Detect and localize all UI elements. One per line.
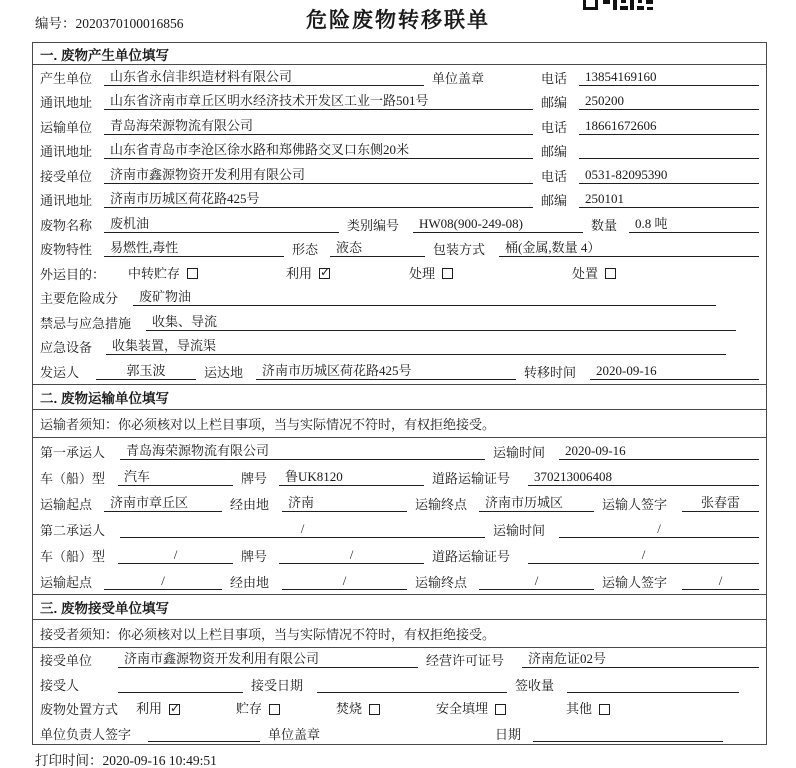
receiver-phone-value: 0531-82095390 — [579, 167, 759, 184]
checkbox-unchecked-icon — [369, 704, 380, 715]
field-label: 废物特性 — [40, 242, 93, 257]
form-row — [33, 672, 766, 697]
field-label: 经由地 — [230, 496, 270, 512]
transport-via-value: 济南 — [282, 495, 407, 512]
checkbox-unchecked-icon — [187, 268, 198, 279]
carrier-signature-2-value: / — [682, 573, 759, 590]
field-label: 包装方式 — [433, 242, 486, 257]
form-row — [33, 359, 766, 384]
field-label: 单位负责人签字 — [40, 726, 132, 742]
transfer-date-value: 2020-09-16 — [590, 363, 759, 380]
field-label: 接受单位 — [40, 168, 93, 184]
field-label: 运输人签字 — [602, 496, 668, 512]
checkbox-checked-icon — [169, 704, 180, 715]
field-label: 主要危险成分 — [40, 291, 119, 306]
field-label: 外运目的： — [40, 266, 106, 282]
form-row — [33, 516, 766, 542]
accept-unit-value: 济南市鑫源物资开发利用有限公司 — [118, 651, 418, 668]
form-row — [33, 310, 766, 335]
waste-form-value: 液态 — [330, 240, 425, 257]
sign-date-value — [533, 726, 723, 742]
form-row — [33, 237, 766, 262]
field-label: 签收量 — [515, 677, 555, 693]
field-label: 牌号 — [241, 548, 268, 564]
field-label: 经由地 — [230, 574, 270, 590]
field-label: 通讯地址 — [40, 193, 93, 208]
checkbox-label: 处理 — [409, 265, 436, 281]
purpose-transit-storage — [128, 267, 278, 282]
disposal-landfill — [436, 702, 558, 717]
checkbox-label: 贮存 — [236, 701, 263, 716]
disposal-incinerate — [336, 702, 428, 717]
form-row — [33, 90, 766, 115]
field-label: 道路运输证号 — [432, 470, 511, 486]
transporter-phone-value: 18661672606 — [579, 118, 759, 135]
checkbox-label: 其他 — [566, 701, 593, 716]
field-label: 运输人签字 — [602, 574, 668, 590]
checkbox-label: 安全填埋 — [436, 701, 489, 716]
carrier-signature-value: 张春雷 — [682, 495, 759, 512]
field-label: 电话 — [541, 119, 568, 135]
form-row — [33, 163, 766, 188]
form-row — [33, 188, 766, 213]
transport-origin-value: 济南市章丘区 — [104, 495, 222, 512]
field-label: 运输时间 — [493, 522, 546, 538]
second-carrier-value: / — [120, 521, 485, 538]
packaging-value: 桶(金属,数量 4） — [499, 240, 759, 257]
field-label: 形态 — [292, 242, 319, 257]
section-3-title: 三. 废物接受单位填写 — [33, 594, 766, 620]
field-label: 发运人 — [40, 364, 80, 380]
field-label: 接受单位 — [40, 653, 93, 668]
field-label: 运达地 — [204, 364, 244, 380]
receiver-address-value: 济南市历城区荷花路425号 — [104, 191, 533, 208]
section-2-title: 二. 废物运输单位填写 — [33, 384, 766, 410]
page-title: 危险废物转移联单 — [306, 8, 490, 32]
field-label: 第二承运人 — [40, 522, 106, 538]
form-row — [33, 490, 766, 516]
license-number-value: 济南危证02号 — [522, 651, 759, 668]
receiver-postcode-value: 250101 — [579, 191, 759, 208]
field-label: 电话 — [541, 168, 568, 184]
first-carrier-value: 青岛海荣源物流有限公司 — [120, 443, 485, 460]
field-label: 运输时间 — [493, 444, 546, 460]
emergency-measures-value: 收集、导流 — [146, 314, 736, 331]
disposal-other — [566, 702, 759, 717]
section-2 — [33, 384, 766, 594]
form-row — [33, 464, 766, 490]
field-label: 运输单位 — [40, 119, 93, 135]
field-label: 数量 — [591, 217, 618, 233]
field-label: 运输终点 — [415, 496, 468, 512]
field-label: 接受人 — [40, 677, 80, 693]
form-row — [33, 568, 766, 594]
main-hazard-component-value: 废矿物油 — [133, 289, 716, 306]
producer-address-value: 山东省济南市章丘区明水经济技术开发区工业一路501号 — [104, 93, 533, 110]
checkbox-checked-icon — [319, 268, 330, 279]
field-label: 应急设备 — [40, 340, 93, 355]
destination-value: 济南市历城区荷花路425号 — [256, 363, 516, 380]
accept-date-value — [317, 677, 507, 693]
field-label: 车（船）型 — [40, 470, 106, 486]
section-1 — [33, 43, 766, 384]
field-label: 接受日期 — [251, 677, 304, 693]
waste-quantity-value: 0.8 吨 — [629, 216, 759, 233]
checkbox-unchecked-icon — [495, 704, 506, 715]
form-row — [33, 438, 766, 464]
field-label: 牌号 — [241, 470, 268, 486]
field-label: 电话 — [541, 70, 568, 86]
field-label: 类别编号 — [347, 217, 400, 233]
qr-code-fragment — [583, 0, 653, 10]
form-row — [33, 114, 766, 139]
transport-endpoint-value: 济南市历城区 — [479, 495, 594, 512]
emergency-equipment-value: 收集装置，导流渠 — [106, 338, 726, 355]
print-time-label: 打印时间： — [35, 753, 103, 768]
producer-unit-value: 山东省永信非织造材料有限公司 — [104, 69, 424, 86]
field-label: 邮编 — [541, 144, 568, 159]
print-time-value: 2020-09-16 10:49:51 — [102, 753, 217, 768]
disposal-storage — [236, 702, 328, 717]
field-label: 单位盖章 — [432, 70, 485, 86]
accept-person-value — [118, 677, 243, 693]
section-2-notice: 运输者须知：你必须核对以上栏目事项，当与实际情况不符时，有权拒绝接受。 — [33, 410, 766, 438]
form-table — [32, 42, 767, 745]
form-row — [33, 65, 766, 90]
field-label: 转移时间 — [524, 364, 577, 380]
waste-characteristics-value: 易燃性,毒性 — [104, 240, 284, 257]
transporter-unit-value: 青岛海荣源物流有限公司 — [104, 118, 533, 135]
transport-origin-2-value: / — [104, 573, 222, 590]
field-label: 车（船）型 — [40, 548, 106, 564]
print-time — [35, 749, 217, 768]
transporter-address-value: 山东省青岛市李沧区徐水路和郑佛路交叉口东侧20米 — [104, 142, 533, 159]
field-label: 产生单位 — [40, 70, 93, 86]
field-label: 单位盖章 — [268, 726, 321, 742]
producer-postcode-value: 250200 — [579, 93, 759, 110]
form-row — [33, 542, 766, 568]
field-label: 废物名称 — [40, 217, 93, 233]
field-label: 经营许可证号 — [426, 653, 505, 668]
checkbox-unchecked-icon — [442, 268, 453, 279]
form-row — [33, 286, 766, 311]
received-quantity-value — [567, 677, 739, 693]
consignor-value: 郭玉波 — [96, 363, 196, 380]
transport-via-2-value: / — [282, 573, 407, 590]
field-label: 运输终点 — [415, 574, 468, 590]
field-label: 运输起点 — [40, 574, 93, 590]
form-row — [33, 721, 766, 746]
checkbox-unchecked-icon — [269, 704, 280, 715]
waste-name-value: 废机油 — [104, 216, 339, 233]
transport-endpoint-2-value: / — [479, 573, 594, 590]
purpose-utilize — [286, 267, 401, 282]
field-label: 废物处置方式 — [40, 702, 119, 717]
plate-number-2-value: / — [279, 547, 424, 564]
responsible-signature-value — [148, 726, 260, 742]
first-transport-date-value: 2020-09-16 — [559, 443, 759, 460]
road-permit-number-value: 370213006408 — [528, 469, 759, 486]
checkbox-label: 利用 — [286, 265, 313, 281]
section-3-notice: 接受者须知：你必须核对以上栏目事项，当与实际情况不符时，有权拒绝接受。 — [33, 620, 766, 648]
disposal-utilize — [136, 702, 228, 717]
purpose-treat — [409, 267, 564, 282]
form-row — [33, 648, 766, 673]
section-3 — [33, 594, 766, 746]
form-row — [33, 139, 766, 164]
road-permit-number-2-value: / — [528, 547, 759, 564]
vehicle-type-value: 汽车 — [118, 469, 233, 486]
checkbox-unchecked-icon — [599, 704, 610, 715]
second-transport-date-value: / — [559, 521, 759, 538]
checkbox-label: 利用 — [136, 701, 163, 716]
field-label: 邮编 — [541, 193, 568, 208]
checkbox-label: 中转贮存 — [128, 265, 181, 281]
field-label: 道路运输证号 — [432, 548, 511, 564]
purpose-dispose — [572, 267, 759, 282]
checkbox-label: 焚烧 — [336, 701, 363, 716]
waste-category-code-value: HW08(900-249-08) — [413, 216, 583, 233]
document-number-label: 编号： — [35, 16, 76, 31]
form-row — [33, 261, 766, 286]
checkbox-label: 处置 — [572, 265, 599, 281]
field-label: 日期 — [495, 726, 522, 742]
field-label: 运输起点 — [40, 496, 93, 512]
field-label: 禁忌与应急措施 — [40, 315, 132, 331]
form-row — [33, 335, 766, 360]
field-label: 第一承运人 — [40, 444, 106, 460]
plate-number-value: 鲁UK8120 — [279, 469, 424, 486]
transporter-postcode-value — [579, 143, 759, 159]
form-row — [33, 697, 766, 722]
section-1-title: 一. 废物产生单位填写 — [33, 43, 766, 65]
form-row — [33, 212, 766, 237]
checkbox-unchecked-icon — [605, 268, 616, 279]
field-label: 通讯地址 — [40, 144, 93, 159]
document-number-value: 2020370100016856 — [75, 16, 184, 31]
receiver-unit-value: 济南市鑫源物资开发利用有限公司 — [104, 167, 533, 184]
field-label: 邮编 — [541, 95, 568, 110]
vehicle-type-2-value: / — [118, 547, 233, 564]
field-label: 通讯地址 — [40, 95, 93, 110]
producer-phone-value: 13854169160 — [579, 69, 759, 86]
